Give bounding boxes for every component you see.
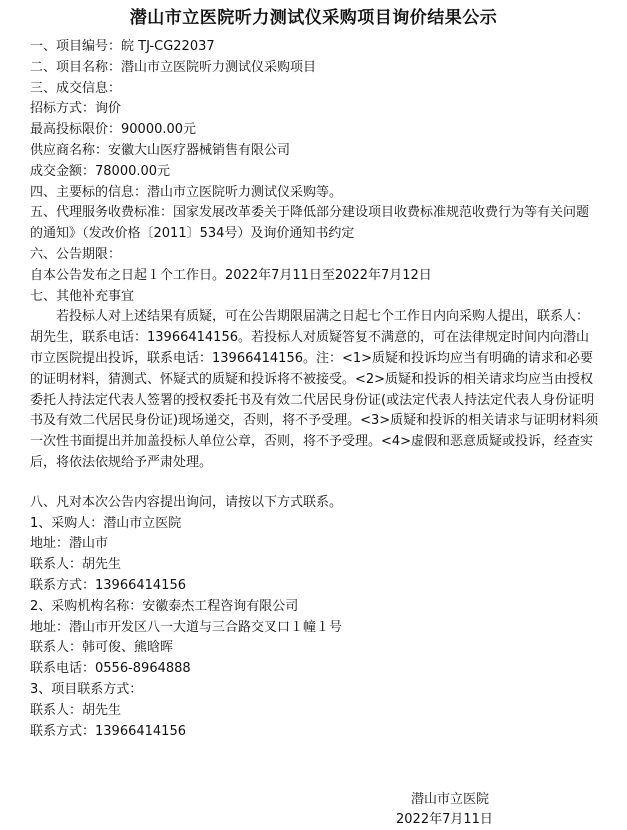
other-matters-heading: 七、其他补充事宜 [30,288,135,304]
notice-period-text: 自本公告发布之日起１个工作日。2022年7月11日至2022年7月12日 [30,267,432,283]
purchaser-phone: 联系方式：13966414156 [30,577,186,593]
project-name: 二、项目名称：潜山市立医院听力测试仪采购项目 [30,59,317,75]
supplier-name: 供应商名称：安徽大山医疗器械销售有限公司 [30,142,291,158]
deal-amount: 成交金额：78000.00元 [30,163,171,179]
section-spacer [30,474,600,493]
main-subject-info: 四、主要标的信息：潜山市立医院听力测试仪采购等。 [30,184,343,200]
signature-org: 潜山市立医院 [411,792,490,807]
notice-period-heading: 六、公告期限： [30,246,122,262]
deal-info-heading: 三、成交信息： [30,80,122,96]
max-bid-price: 最高投标限价：90000.00元 [30,122,197,138]
project-contact-person: 联系人：胡先生 [30,702,122,718]
project-contact-phone: 联系方式：13966414156 [30,723,186,739]
service-fee-standard: 五、代理服务收费标准：国家发展改革委关于降低部分建设项目收费标准规范收费行为等有关问题的通知》（发改价格〔2011〕534号）及询价通知书约定 [30,205,590,242]
project-number: 一、项目编号：皖 TJ-CG22037 [30,39,215,54]
agency-contact-person: 联系人：韩可俊、熊晗晖 [30,640,174,656]
bidding-method: 招标方式：询价 [30,101,122,117]
agency-name: 2、采购机构名称：安徽泰杰工程咨询有限公司 [30,598,299,614]
signature-date: 2022年7月11日 [396,812,493,827]
agency-address: 地址：潜山市开发区八一大道与三合路交叉口１幢１号 [30,619,343,635]
contact-heading: 八、凡对本次公告内容提出询问，请按以下方式联系。 [30,494,343,510]
agency-phone: 联系电话：0556-8964888 [30,661,191,677]
notice-body [30,37,600,742]
project-contact-heading: 3、项目联系方式： [30,681,143,697]
purchaser: 1、采购人：潜山市立医院 [30,515,182,531]
other-matters-text: 若投标人对上述结果有质疑，可在公告期限届满之日起七个工作日内向采购人提出，联系人：胡先生，联系电话：13966414156。若投标人对质疑答复不满意的，可在法律规定时间内向潜山市立医院提出投诉，联系电话：13966414156。注：<1>质疑和投诉均应当有明确的请求和必要的证明材料，猜测式、怀疑式的质疑和投诉将不被接受。<2>质疑和投诉的相关请求均应当由授权委托人持法定代表人签署的授权委托书及有效二代居民身份证(或法定代表人持法定代表人身份证明书及有效二代居民身份证)现场递交，否则，将不予受理。<3>质疑和投诉的相关请求与证明材料须一次性书面提出并加盖投标人单位公章，否则，将不予受理。<4>虚假和恶意质疑或投诉，经查实后，将依法依规给予严肃处理。 [30,309,599,470]
purchaser-address: 地址：潜山市 [30,536,109,552]
purchaser-contact-person: 联系人：胡先生 [30,557,122,573]
page-title: 潜山市立医院听力测试仪采购项目询价结果公示 [129,8,498,28]
